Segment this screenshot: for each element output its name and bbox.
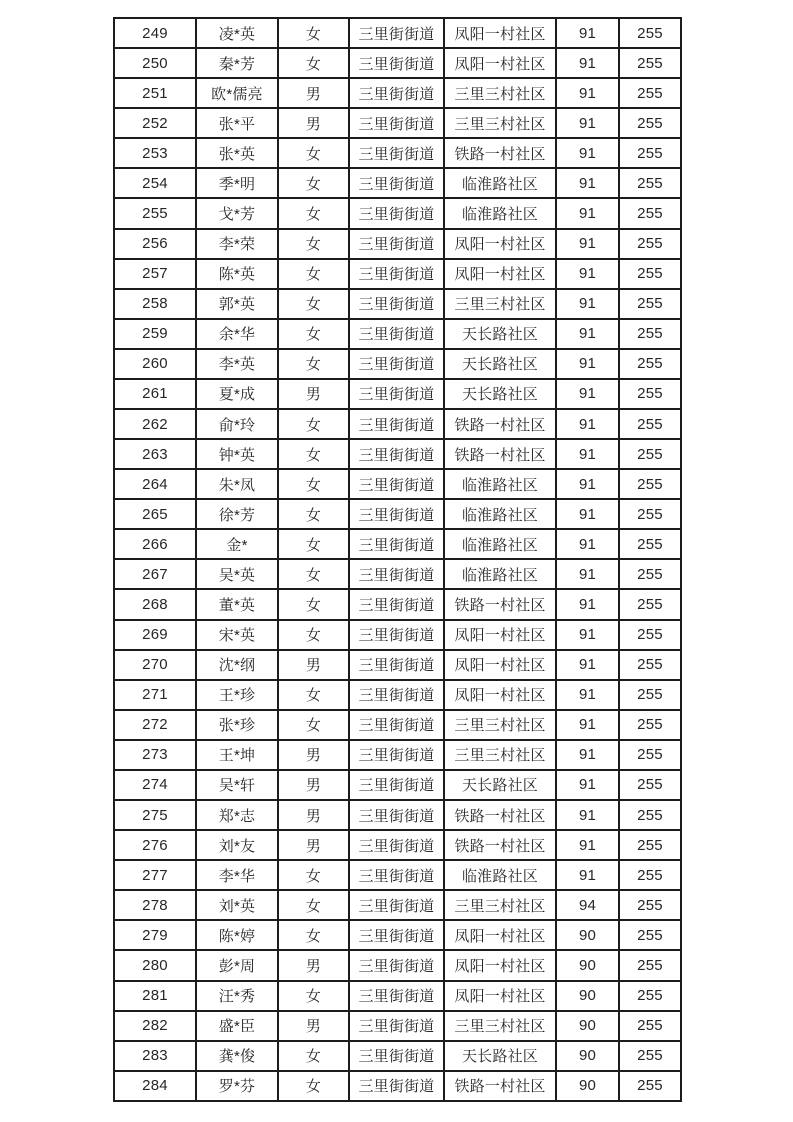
cell-name: 王*坤	[196, 740, 278, 770]
table-row	[114, 18, 681, 48]
cell-name: 郭*英	[196, 289, 278, 319]
table-row	[114, 620, 681, 650]
table-row	[114, 559, 681, 589]
cell-street: 三里街街道	[349, 710, 444, 740]
cell-community: 临淮路社区	[444, 499, 556, 529]
cell-gender: 男	[278, 379, 349, 409]
cell-seq: 279	[114, 920, 196, 950]
table-row	[114, 710, 681, 740]
cell-street: 三里街街道	[349, 680, 444, 710]
cell-community: 凤阳一村社区	[444, 920, 556, 950]
cell-name: 余*华	[196, 319, 278, 349]
cell-community: 凤阳一村社区	[444, 620, 556, 650]
cell-quota: 255	[619, 770, 681, 800]
cell-name: 彭*周	[196, 950, 278, 980]
cell-seq: 271	[114, 680, 196, 710]
cell-street: 三里街街道	[349, 529, 444, 559]
cell-gender: 女	[278, 439, 349, 469]
cell-street: 三里街街道	[349, 620, 444, 650]
cell-gender: 男	[278, 108, 349, 138]
cell-name: 张*平	[196, 108, 278, 138]
cell-street: 三里街街道	[349, 830, 444, 860]
cell-street: 三里街街道	[349, 559, 444, 589]
table-row	[114, 108, 681, 138]
cell-quota: 255	[619, 319, 681, 349]
cell-street: 三里街街道	[349, 48, 444, 78]
cell-seq: 266	[114, 529, 196, 559]
cell-community: 铁路一村社区	[444, 589, 556, 619]
table-row	[114, 198, 681, 228]
cell-seq: 270	[114, 650, 196, 680]
cell-street: 三里街街道	[349, 1011, 444, 1041]
cell-name: 王*珍	[196, 680, 278, 710]
table-row	[114, 229, 681, 259]
table-row	[114, 78, 681, 108]
cell-quota: 255	[619, 830, 681, 860]
cell-seq: 284	[114, 1071, 196, 1101]
table-row	[114, 650, 681, 680]
table-row	[114, 469, 681, 499]
cell-quota: 255	[619, 1041, 681, 1071]
table-row	[114, 138, 681, 168]
cell-name: 戈*芳	[196, 198, 278, 228]
cell-street: 三里街街道	[349, 1041, 444, 1071]
cell-score: 91	[556, 289, 619, 319]
cell-score: 91	[556, 860, 619, 890]
table-row	[114, 981, 681, 1011]
cell-street: 三里街街道	[349, 499, 444, 529]
cell-score: 91	[556, 710, 619, 740]
cell-community: 三里三村社区	[444, 78, 556, 108]
cell-community: 凤阳一村社区	[444, 18, 556, 48]
table-row	[114, 589, 681, 619]
cell-score: 91	[556, 800, 619, 830]
cell-community: 天长路社区	[444, 379, 556, 409]
cell-community: 凤阳一村社区	[444, 650, 556, 680]
cell-score: 90	[556, 950, 619, 980]
cell-street: 三里街街道	[349, 168, 444, 198]
cell-name: 汪*秀	[196, 981, 278, 1011]
cell-quota: 255	[619, 650, 681, 680]
cell-gender: 男	[278, 800, 349, 830]
cell-seq: 276	[114, 830, 196, 860]
table-row	[114, 48, 681, 78]
cell-gender: 女	[278, 1041, 349, 1071]
cell-street: 三里街街道	[349, 138, 444, 168]
table-row	[114, 379, 681, 409]
cell-score: 91	[556, 589, 619, 619]
cell-name: 张*珍	[196, 710, 278, 740]
cell-quota: 255	[619, 860, 681, 890]
resident-roster-table	[113, 17, 682, 1102]
cell-seq: 258	[114, 289, 196, 319]
cell-name: 钟*英	[196, 439, 278, 469]
cell-seq: 267	[114, 559, 196, 589]
cell-gender: 女	[278, 1071, 349, 1101]
cell-gender: 女	[278, 860, 349, 890]
cell-community: 临淮路社区	[444, 198, 556, 228]
cell-score: 91	[556, 198, 619, 228]
cell-name: 龚*俊	[196, 1041, 278, 1071]
cell-name: 金*	[196, 529, 278, 559]
cell-score: 91	[556, 740, 619, 770]
cell-seq: 274	[114, 770, 196, 800]
cell-community: 铁路一村社区	[444, 800, 556, 830]
cell-quota: 255	[619, 78, 681, 108]
cell-seq: 278	[114, 890, 196, 920]
cell-quota: 255	[619, 1071, 681, 1101]
cell-quota: 255	[619, 349, 681, 379]
cell-quota: 255	[619, 620, 681, 650]
cell-name: 李*荣	[196, 229, 278, 259]
cell-score: 91	[556, 18, 619, 48]
cell-quota: 255	[619, 439, 681, 469]
cell-name: 李*英	[196, 349, 278, 379]
cell-seq: 272	[114, 710, 196, 740]
table-row	[114, 1011, 681, 1041]
cell-street: 三里街街道	[349, 18, 444, 48]
table-row	[114, 800, 681, 830]
cell-score: 91	[556, 319, 619, 349]
cell-gender: 女	[278, 289, 349, 319]
cell-gender: 男	[278, 950, 349, 980]
cell-street: 三里街街道	[349, 319, 444, 349]
cell-gender: 女	[278, 229, 349, 259]
cell-gender: 女	[278, 469, 349, 499]
cell-seq: 252	[114, 108, 196, 138]
table-row	[114, 770, 681, 800]
cell-seq: 259	[114, 319, 196, 349]
cell-street: 三里街街道	[349, 78, 444, 108]
table-row	[114, 349, 681, 379]
cell-seq: 268	[114, 589, 196, 619]
cell-seq: 273	[114, 740, 196, 770]
cell-name: 盛*臣	[196, 1011, 278, 1041]
cell-seq: 250	[114, 48, 196, 78]
cell-street: 三里街街道	[349, 1071, 444, 1101]
cell-gender: 男	[278, 740, 349, 770]
cell-name: 刘*英	[196, 890, 278, 920]
cell-quota: 255	[619, 469, 681, 499]
table-row	[114, 920, 681, 950]
table-row	[114, 409, 681, 439]
cell-score: 91	[556, 680, 619, 710]
cell-score: 91	[556, 529, 619, 559]
cell-community: 三里三村社区	[444, 289, 556, 319]
cell-quota: 255	[619, 559, 681, 589]
table-row	[114, 289, 681, 319]
cell-street: 三里街街道	[349, 981, 444, 1011]
cell-seq: 253	[114, 138, 196, 168]
cell-gender: 女	[278, 168, 349, 198]
cell-quota: 255	[619, 409, 681, 439]
cell-street: 三里街街道	[349, 950, 444, 980]
cell-community: 三里三村社区	[444, 710, 556, 740]
cell-name: 欧*儒亮	[196, 78, 278, 108]
cell-gender: 男	[278, 1011, 349, 1041]
table-body	[114, 18, 681, 1101]
cell-quota: 255	[619, 890, 681, 920]
cell-community: 临淮路社区	[444, 860, 556, 890]
table-row	[114, 1041, 681, 1071]
cell-street: 三里街街道	[349, 770, 444, 800]
cell-score: 91	[556, 108, 619, 138]
cell-community: 凤阳一村社区	[444, 48, 556, 78]
cell-quota: 255	[619, 920, 681, 950]
cell-street: 三里街街道	[349, 198, 444, 228]
cell-score: 91	[556, 439, 619, 469]
cell-street: 三里街街道	[349, 409, 444, 439]
cell-seq: 251	[114, 78, 196, 108]
cell-seq: 254	[114, 168, 196, 198]
cell-score: 91	[556, 78, 619, 108]
cell-street: 三里街街道	[349, 469, 444, 499]
cell-gender: 女	[278, 890, 349, 920]
cell-gender: 女	[278, 680, 349, 710]
cell-name: 张*英	[196, 138, 278, 168]
cell-quota: 255	[619, 108, 681, 138]
cell-name: 季*明	[196, 168, 278, 198]
cell-seq: 282	[114, 1011, 196, 1041]
cell-street: 三里街街道	[349, 650, 444, 680]
cell-gender: 女	[278, 920, 349, 950]
cell-name: 吴*轩	[196, 770, 278, 800]
cell-quota: 255	[619, 800, 681, 830]
table-row	[114, 168, 681, 198]
cell-gender: 女	[278, 559, 349, 589]
cell-quota: 255	[619, 499, 681, 529]
cell-name: 沈*纲	[196, 650, 278, 680]
cell-quota: 255	[619, 18, 681, 48]
cell-name: 朱*凤	[196, 469, 278, 499]
cell-street: 三里街街道	[349, 289, 444, 319]
table-row	[114, 830, 681, 860]
cell-gender: 女	[278, 18, 349, 48]
cell-quota: 255	[619, 529, 681, 559]
cell-score: 91	[556, 259, 619, 289]
cell-gender: 女	[278, 198, 349, 228]
cell-quota: 255	[619, 981, 681, 1011]
cell-community: 铁路一村社区	[444, 830, 556, 860]
cell-community: 铁路一村社区	[444, 138, 556, 168]
cell-street: 三里街街道	[349, 379, 444, 409]
cell-community: 三里三村社区	[444, 108, 556, 138]
cell-community: 凤阳一村社区	[444, 259, 556, 289]
table-row	[114, 259, 681, 289]
cell-gender: 男	[278, 830, 349, 860]
cell-street: 三里街街道	[349, 259, 444, 289]
cell-seq: 263	[114, 439, 196, 469]
table-row	[114, 680, 681, 710]
cell-community: 铁路一村社区	[444, 409, 556, 439]
cell-street: 三里街街道	[349, 229, 444, 259]
cell-name: 宋*英	[196, 620, 278, 650]
cell-seq: 255	[114, 198, 196, 228]
cell-seq: 261	[114, 379, 196, 409]
cell-seq: 283	[114, 1041, 196, 1071]
cell-score: 91	[556, 229, 619, 259]
cell-street: 三里街街道	[349, 920, 444, 950]
cell-street: 三里街街道	[349, 349, 444, 379]
table-row	[114, 319, 681, 349]
cell-score: 91	[556, 770, 619, 800]
cell-quota: 255	[619, 589, 681, 619]
cell-gender: 女	[278, 349, 349, 379]
cell-seq: 256	[114, 229, 196, 259]
cell-seq: 264	[114, 469, 196, 499]
cell-seq: 257	[114, 259, 196, 289]
cell-quota: 255	[619, 680, 681, 710]
cell-score: 94	[556, 890, 619, 920]
cell-gender: 男	[278, 770, 349, 800]
cell-score: 91	[556, 650, 619, 680]
cell-score: 91	[556, 349, 619, 379]
cell-gender: 女	[278, 981, 349, 1011]
cell-gender: 女	[278, 529, 349, 559]
cell-gender: 女	[278, 589, 349, 619]
cell-gender: 男	[278, 78, 349, 108]
cell-gender: 女	[278, 409, 349, 439]
cell-community: 凤阳一村社区	[444, 229, 556, 259]
cell-gender: 女	[278, 259, 349, 289]
cell-name: 俞*玲	[196, 409, 278, 439]
cell-name: 刘*友	[196, 830, 278, 860]
cell-name: 李*华	[196, 860, 278, 890]
cell-community: 凤阳一村社区	[444, 950, 556, 980]
cell-name: 郑*志	[196, 800, 278, 830]
cell-seq: 269	[114, 620, 196, 650]
cell-score: 91	[556, 620, 619, 650]
cell-quota: 255	[619, 138, 681, 168]
cell-quota: 255	[619, 379, 681, 409]
cell-name: 凌*英	[196, 18, 278, 48]
cell-street: 三里街街道	[349, 740, 444, 770]
cell-gender: 女	[278, 499, 349, 529]
table-row	[114, 439, 681, 469]
cell-seq: 280	[114, 950, 196, 980]
cell-community: 铁路一村社区	[444, 439, 556, 469]
cell-community: 临淮路社区	[444, 168, 556, 198]
cell-community: 临淮路社区	[444, 559, 556, 589]
table-row	[114, 740, 681, 770]
cell-community: 临淮路社区	[444, 529, 556, 559]
cell-quota: 255	[619, 710, 681, 740]
cell-quota: 255	[619, 740, 681, 770]
cell-community: 凤阳一村社区	[444, 981, 556, 1011]
table-row	[114, 860, 681, 890]
cell-gender: 女	[278, 48, 349, 78]
cell-score: 91	[556, 138, 619, 168]
cell-community: 临淮路社区	[444, 469, 556, 499]
cell-score: 91	[556, 409, 619, 439]
cell-street: 三里街街道	[349, 439, 444, 469]
cell-street: 三里街街道	[349, 589, 444, 619]
cell-quota: 255	[619, 1011, 681, 1041]
cell-score: 90	[556, 1041, 619, 1071]
cell-name: 董*英	[196, 589, 278, 619]
cell-street: 三里街街道	[349, 108, 444, 138]
cell-quota: 255	[619, 48, 681, 78]
cell-quota: 255	[619, 289, 681, 319]
cell-name: 秦*芳	[196, 48, 278, 78]
cell-score: 91	[556, 499, 619, 529]
cell-community: 天长路社区	[444, 770, 556, 800]
table-row	[114, 529, 681, 559]
cell-score: 90	[556, 1071, 619, 1101]
cell-community: 铁路一村社区	[444, 1071, 556, 1101]
cell-quota: 255	[619, 259, 681, 289]
cell-community: 凤阳一村社区	[444, 680, 556, 710]
cell-score: 90	[556, 920, 619, 950]
cell-score: 91	[556, 379, 619, 409]
cell-score: 90	[556, 981, 619, 1011]
cell-seq: 260	[114, 349, 196, 379]
cell-name: 罗*芬	[196, 1071, 278, 1101]
cell-street: 三里街街道	[349, 800, 444, 830]
cell-quota: 255	[619, 168, 681, 198]
cell-name: 吴*英	[196, 559, 278, 589]
cell-score: 91	[556, 559, 619, 589]
cell-score: 91	[556, 168, 619, 198]
cell-community: 三里三村社区	[444, 1011, 556, 1041]
cell-seq: 265	[114, 499, 196, 529]
cell-name: 徐*芳	[196, 499, 278, 529]
table-row	[114, 890, 681, 920]
cell-seq: 262	[114, 409, 196, 439]
cell-community: 天长路社区	[444, 1041, 556, 1071]
cell-score: 90	[556, 1011, 619, 1041]
cell-gender: 女	[278, 710, 349, 740]
cell-quota: 255	[619, 198, 681, 228]
cell-community: 天长路社区	[444, 349, 556, 379]
cell-street: 三里街街道	[349, 860, 444, 890]
cell-community: 三里三村社区	[444, 890, 556, 920]
cell-gender: 男	[278, 650, 349, 680]
cell-score: 91	[556, 830, 619, 860]
cell-score: 91	[556, 48, 619, 78]
cell-seq: 249	[114, 18, 196, 48]
cell-gender: 女	[278, 138, 349, 168]
table-row	[114, 499, 681, 529]
cell-seq: 281	[114, 981, 196, 1011]
cell-name: 夏*成	[196, 379, 278, 409]
cell-gender: 女	[278, 319, 349, 349]
cell-name: 陈*婷	[196, 920, 278, 950]
table-row	[114, 1071, 681, 1101]
cell-score: 91	[556, 469, 619, 499]
cell-quota: 255	[619, 950, 681, 980]
cell-community: 天长路社区	[444, 319, 556, 349]
cell-community: 三里三村社区	[444, 740, 556, 770]
cell-quota: 255	[619, 229, 681, 259]
cell-name: 陈*英	[196, 259, 278, 289]
cell-seq: 277	[114, 860, 196, 890]
cell-gender: 女	[278, 620, 349, 650]
cell-street: 三里街街道	[349, 890, 444, 920]
table-row	[114, 950, 681, 980]
cell-seq: 275	[114, 800, 196, 830]
